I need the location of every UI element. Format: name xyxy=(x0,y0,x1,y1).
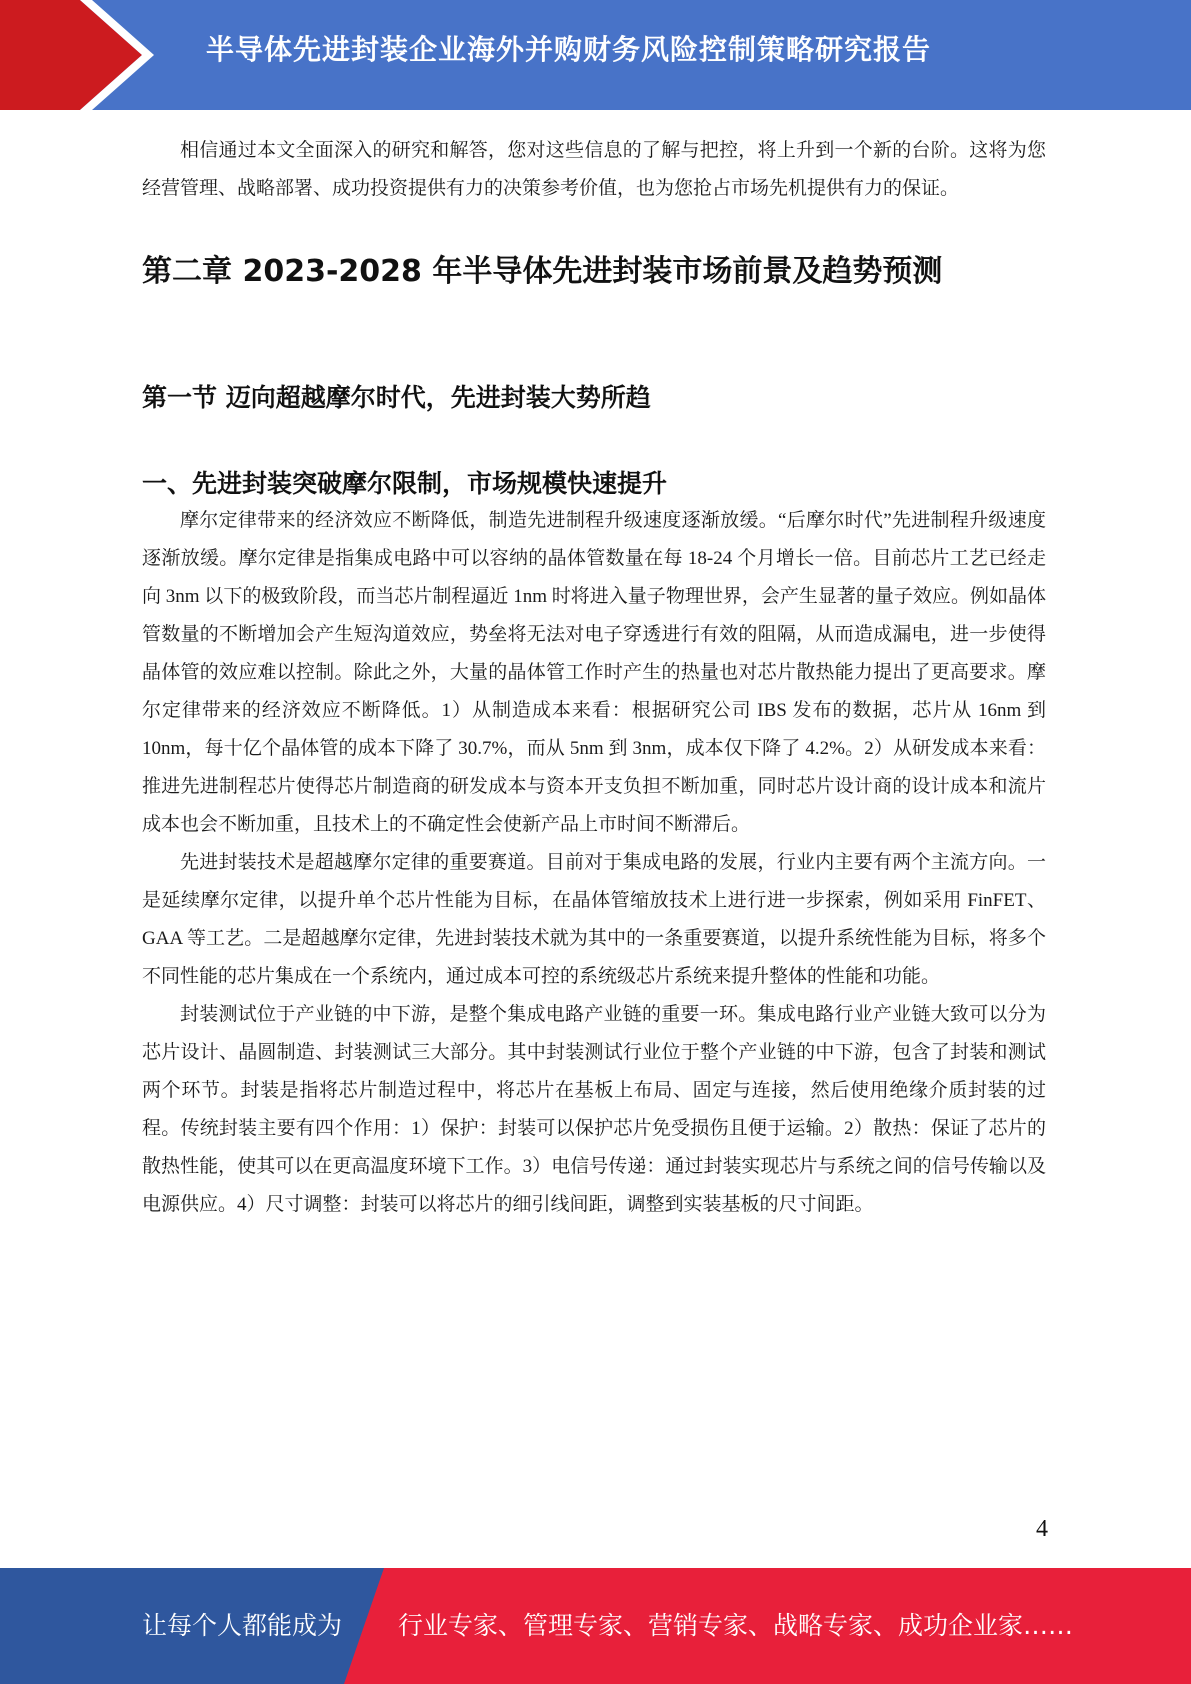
body-paragraph: 先进封装技术是超越摩尔定律的重要赛道。目前对于集成电路的发展，行业内主要有两个主流方向。一是延续摩尔定律，以提升单个芯片性能为目标，在晶体管缩放技术上进行进一步探索，例如采用 FinFET、GAA 等工艺。二是超越摩尔定律，先进封装技术就为其中的一条重要赛道，以提升系统性能为目标，将多个不同性能的芯片集成在一个系统内，通过成本可控的系统级芯片系统来提升整体的性能和功能。 xyxy=(142,852,1046,987)
body-paragraph: 摩尔定律带来的经济效应不断降低，制造先进制程升级速度逐渐放缓。“后摩尔时代”先进制程升级速度逐渐放缓。摩尔定律是指集成电路中可以容纳的晶体管数量在每 18-24 个月增长一倍。目前芯片工艺已经走向 3nm 以下的极致阶段，而当芯片制程逼近 1nm 时将进入量子物理世界，会产生显著的量子效应。例如晶体管数量的不断增加会产生短沟道效应，势垒将无法对电子穿透进行有效的阻隔，从而造成漏电，进一步使得晶体管的效应难以控制。除此之外，大量的晶体管工作时产生的热量也对芯片散热能力提出了更高要求。摩尔定律带来的经济效应不断降低。1）从制造成本来看：根据研究公司 IBS 发布的数据，芯片从 16nm 到 10nm，每十亿个晶体管的成本下降了 30.7%，而从 5nm 到 3nm，成本仅下降了 4.2%。2）从研发成本来看：推进先进制程芯片使得芯片制造商的研发成本与资本开支负担不断加重，同时芯片设计商的设计成本和流片成本也会不断加重，且技术上的不确定性会使新产品上市时间不断滞后。 xyxy=(142,510,1046,835)
header-banner xyxy=(0,0,1191,110)
footer-banner xyxy=(0,1568,1191,1684)
subsection-title: 一、先进封装突破摩尔限制，市场规模快速提升 xyxy=(142,469,668,498)
header-red-arrow-shape xyxy=(0,0,150,110)
footer-slogan-left: 让每个人都能成为 xyxy=(142,1611,343,1640)
section-title: 第一节 迈向超越摩尔时代，先进封装大势所趋 xyxy=(142,383,651,412)
page-content xyxy=(142,132,1046,1224)
page-number: 4 xyxy=(1036,1516,1048,1542)
header-title: 半导体先进封装企业海外并购财务风险控制策略研究报告 xyxy=(206,33,932,66)
footer-slogan-right: 行业专家、管理专家、营销专家、战略专家、成功企业家…… xyxy=(398,1611,1074,1640)
intro-paragraph: 相信通过本文全面深入的研究和解答，您对这些信息的了解与把控，将上升到一个新的台阶。这将为您经营管理、战略部署、成功投资提供有力的决策参考价值，也为您抢占市场先机提供有力的保证。 xyxy=(142,140,1046,199)
chapter-title: 第二章 2023-2028 年半导体先进封装市场前景及趋势预测 xyxy=(142,254,943,289)
body-paragraph: 封装测试位于产业链的中下游，是整个集成电路产业链的重要一环。集成电路行业产业链大致可以分为芯片设计、晶圆制造、封装测试三大部分。其中封装测试行业位于整个产业链的中下游，包含了封装和测试两个环节。封装是指将芯片制造过程中，将芯片在基板上布局、固定与连接，然后使用绝缘介质封装的过程。传统封装主要有四个作用：1）保护：封装可以保护芯片免受损伤且便于运输。2）散热：保证了芯片的散热性能，使其可以在更高温度环境下工作。3）电信号传递：通过封装实现芯片与系统之间的信号传输以及电源供应。4）尺寸调整：封装可以将芯片的细引线间距，调整到实装基板的尺寸间距。 xyxy=(142,1004,1046,1215)
